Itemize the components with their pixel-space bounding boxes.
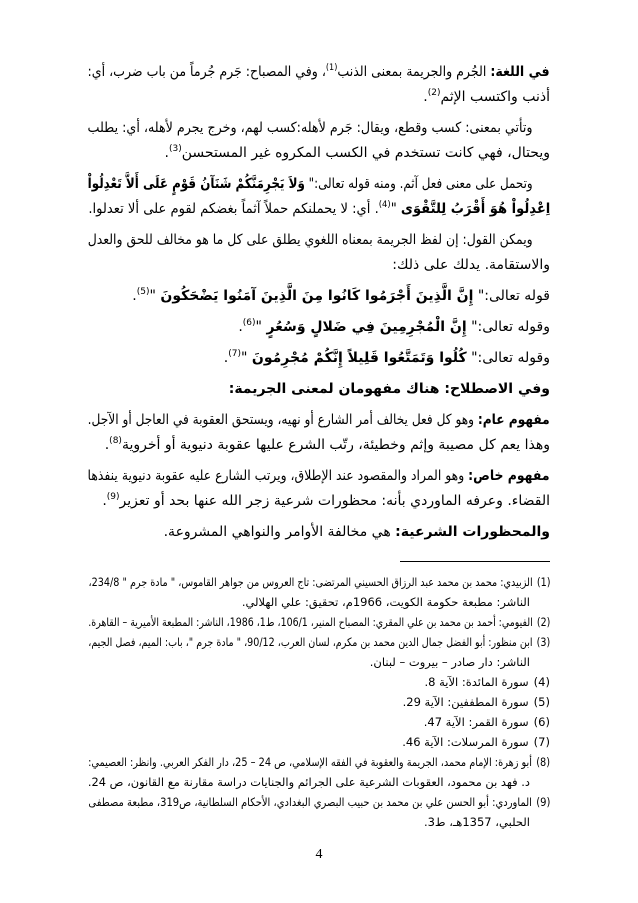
footnote-text: أبو زهرة: الإمام محمد، الجريمة والعقوبة في الفقه الإسلامي، ص 24 – 25، دار الفكر العربي. وانظر: العصيمي: xyxy=(88,755,532,769)
text-run: . أي: لا يحملنكم حملاً آثماً بغضكم لقوم على ألا تعدلوا. xyxy=(88,201,379,217)
footnote-reference: (9) xyxy=(106,492,120,502)
footnote-reference: (3) xyxy=(169,144,182,154)
footnote-text: سورة المطففين: الآية 29. xyxy=(402,695,529,709)
term-heading: وفي الاصطلاح: هناك مفهومان لمعنى الجريمة: xyxy=(228,381,550,397)
footnote-text: الناشر: دار صادر – بيروت – لبنان. xyxy=(369,655,530,669)
text-run: أذنب واكتسب الإثم xyxy=(440,89,550,105)
text-line-content xyxy=(165,141,550,166)
text-run: وقوله تعالى:" xyxy=(466,350,550,366)
text-run: . xyxy=(423,89,428,105)
footnote-line xyxy=(88,572,550,592)
text-line-content xyxy=(88,60,550,85)
text-line-content xyxy=(88,172,533,197)
footnote-reference: (6) xyxy=(242,318,256,328)
footnote-number: (6) xyxy=(533,715,550,729)
paragraph xyxy=(88,116,550,166)
text-run: " xyxy=(241,350,252,366)
text-run: . xyxy=(102,493,107,509)
footnote-text: ابن منظور: أبو الفضل جمال الدين محمد بن مكرم، لسان العرب، 90/12، " مادة جرم "، باب: الميم، فصل الجيم، xyxy=(88,635,533,649)
footnote-line-content xyxy=(403,692,550,712)
footnote-line-content xyxy=(88,772,530,792)
footnote-line xyxy=(88,792,550,812)
footnote-text: سورة المرسلات: الآية 46. xyxy=(402,735,529,749)
footnote-text: سورة المائدة: الآية 8. xyxy=(424,675,529,689)
text-line xyxy=(88,377,550,402)
footnote-number: (3) xyxy=(536,635,550,649)
footnote-line xyxy=(88,612,550,632)
footnote-text: الحلبي، 1357هـ، ط3. xyxy=(423,815,530,829)
footnote-line xyxy=(88,592,530,612)
footnote-separator xyxy=(400,561,550,562)
footnote-line xyxy=(88,672,550,692)
footnote xyxy=(88,572,550,612)
text-run: ويمكن القول: إن لفظ الجريمة بمعناه اللغوي يطلق على كل ما هو مخالف للحق والعدل xyxy=(88,232,533,248)
text-line xyxy=(88,315,550,340)
text-run: . xyxy=(104,437,110,453)
text-line xyxy=(88,197,550,222)
footnote-line-content xyxy=(88,792,550,812)
quran-verse: إِنَّ الْمُجْرِمِينَ فِي ضَلالٍ وَسُعُرٍ xyxy=(266,319,467,335)
footnote-reference: (2) xyxy=(427,88,441,98)
text-line xyxy=(88,60,550,85)
footnote-line xyxy=(88,712,550,732)
paragraph xyxy=(88,60,550,110)
text-run: والاستقامة. يدلك على ذلك: xyxy=(392,257,550,273)
text-line-content xyxy=(392,253,550,278)
text-line-content xyxy=(88,464,550,489)
term-heading: مفهوم خاص: xyxy=(468,468,550,484)
text-line-content xyxy=(105,433,550,458)
footnote-number: (8) xyxy=(536,755,550,769)
text-line xyxy=(88,433,550,458)
footnote-number: (1) xyxy=(536,575,550,589)
footnote-text: الناشر: مطبعة حكومة الكويت، 1966م، تحقيق: علي الهلالي. xyxy=(241,595,530,609)
text-run: وهذا يعم كل مصيبة وإثم وخطيئة، رتّب الشرع عليها عقوبة دنيوية أو أخروية xyxy=(121,437,550,453)
text-run: وتحمل على معنى فعل آثم. ومنه قوله تعالى:" xyxy=(305,176,533,192)
footnote-line-content xyxy=(402,732,550,752)
footnote-line xyxy=(88,692,550,712)
footnote-reference: (1) xyxy=(326,63,338,73)
footnote-reference: (5) xyxy=(136,287,150,297)
text-line-content xyxy=(238,315,550,340)
term-heading: والمحظورات الشرعية: xyxy=(395,524,550,540)
footnote-line-content xyxy=(424,812,530,832)
text-line xyxy=(88,85,550,110)
text-line xyxy=(88,284,550,309)
footnote xyxy=(88,792,550,832)
footnote-number: (7) xyxy=(533,735,550,749)
footnote-text: الفيومي: أحمد بن محمد بن علي المقري: المصباح المنير، 106/1، ط1، 1986، الناشر: المطبعة الأميرية – القاهرة. xyxy=(88,615,533,629)
footnote-line xyxy=(88,732,550,752)
text-line xyxy=(88,489,550,514)
text-line-content xyxy=(224,346,550,371)
text-run: القضاء. وعرفه الماوردي بأنه: محظورات شرعية زجر الله عنها بحد أو تعزير xyxy=(119,493,550,509)
footnote-line-content xyxy=(88,572,550,592)
footnote-number: (5) xyxy=(533,695,550,709)
paragraph xyxy=(88,408,550,458)
footnote-reference: (4) xyxy=(378,200,391,210)
text-run: " xyxy=(390,201,401,217)
footnote-line xyxy=(88,652,530,672)
text-run: ، وفي المصباح: جَرم جُرماً من باب ضرب، أي: xyxy=(88,64,327,80)
body-text xyxy=(88,60,550,551)
text-line xyxy=(88,408,550,433)
text-line-content xyxy=(102,489,550,514)
footnote-line-content xyxy=(370,652,530,672)
text-run: هي مخالفة الأوامر والنواهي المشروعة. xyxy=(163,524,396,540)
text-run: الجُرم والجريمة بمعنى الذنب xyxy=(337,64,491,80)
text-run: . xyxy=(238,319,243,335)
paragraph xyxy=(88,377,550,402)
footnote-reference: (8) xyxy=(109,436,122,446)
footnote xyxy=(88,612,550,632)
footnote-line xyxy=(88,632,550,652)
quran-verse: وَلاَ يَجْرِمَنَّكُمْ شَنَآنُ قَوْمٍ عَلَى أَلاَّ تَعْدِلُواْ xyxy=(88,176,306,192)
footnote-text: سورة القمر: الآية 47. xyxy=(423,715,529,729)
text-line-content xyxy=(423,85,550,110)
text-run: . xyxy=(223,350,229,366)
text-run: ويحتال، فهي كانت تستخدم في الكسب المكروه غير المستحسن xyxy=(181,145,550,161)
footnote-reference: (7) xyxy=(228,349,241,359)
footnote-line xyxy=(88,772,530,792)
quran-verse: إِنَّ الَّذِينَ أَجْرَمُوا كَانُوا مِنَ الَّذِينَ آمَنُوا يَضْحَكُونَ xyxy=(160,288,474,304)
quran-verse: اِعْدِلُواْ هُوَ أَقْرَبُ لِلتَّقْوَى xyxy=(400,201,550,217)
paragraph xyxy=(88,284,550,309)
footnote-line-content xyxy=(424,672,550,692)
text-line-content xyxy=(164,520,550,545)
text-run: وقوله تعالى:" xyxy=(466,319,550,335)
text-line-content xyxy=(88,228,533,253)
paragraph xyxy=(88,172,550,222)
page-number: 4 xyxy=(315,847,323,862)
footnote-line-content xyxy=(88,752,550,772)
footnote-number: (4) xyxy=(533,675,550,689)
text-line xyxy=(88,464,550,489)
footnote xyxy=(88,692,550,712)
text-line-content xyxy=(132,284,550,309)
text-line-content xyxy=(88,116,533,141)
footnote-line-content xyxy=(424,712,550,732)
text-run: . xyxy=(132,288,137,304)
text-line xyxy=(88,141,550,166)
text-run: قوله تعالى:" xyxy=(473,288,550,304)
footnote-line xyxy=(88,752,550,772)
footnote-text: الزبيدي: محمد بن محمد عبد الرزاق الحسيني المرتضى: تاج العروس من جواهر القاموس، " مادة جرم " 234/8، xyxy=(88,575,533,589)
footnote xyxy=(88,672,550,692)
term-heading: مفهوم عام: xyxy=(478,412,550,428)
footnote-line-content xyxy=(88,612,550,632)
text-run: . xyxy=(164,145,169,161)
paragraph xyxy=(88,228,550,278)
footnote xyxy=(88,732,550,752)
quran-verse: كُلُوا وَتَمَتَّعُوا قَلِيلاً إِنَّكُمْ مُجْرِمُونَ xyxy=(251,350,467,366)
text-line-content xyxy=(88,197,550,222)
footnote-number: (2) xyxy=(536,615,550,629)
footnote-line xyxy=(88,812,530,832)
text-line-content xyxy=(229,377,550,402)
footnote-line-content xyxy=(88,632,550,652)
text-run: وتأتي بمعنى: كسب وقطع، ويقال: جَرم لأهله:كسب لهم، وخرج يجرم لأهله، أي: يطلب xyxy=(88,120,533,136)
text-run: وهو كل فعل يخالف أمر الشارع أو نهيه، ويستحق العقوبة في العاجل أو الآجل. xyxy=(88,412,479,428)
term-heading: في اللغة: xyxy=(490,64,550,80)
footnote xyxy=(88,632,550,672)
footnote xyxy=(88,752,550,792)
text-run: " xyxy=(149,288,161,304)
footnote xyxy=(88,712,550,732)
text-line xyxy=(88,253,550,278)
text-run: وهو المراد والمقصود عند الإطلاق، ويرتب الشارع عليه عقوبة دنيوية ينفذها xyxy=(88,468,469,484)
footnote-line-content xyxy=(242,592,530,612)
paragraph xyxy=(88,346,550,371)
paragraph xyxy=(88,315,550,340)
footnotes xyxy=(88,572,550,832)
text-line-content xyxy=(88,408,550,433)
footnote-number: (9) xyxy=(535,795,550,809)
text-line xyxy=(88,116,533,141)
text-line xyxy=(88,172,533,197)
paragraph xyxy=(88,464,550,514)
text-run: " xyxy=(255,319,267,335)
paragraph xyxy=(88,520,550,545)
footnote-text: الماوردي: أبو الحسن علي بن محمد بن حبيب البصري البغدادي، الأحكام السلطانية، ص319، مطبعة مصطفى xyxy=(88,795,532,809)
text-line xyxy=(88,228,533,253)
text-line xyxy=(88,346,550,371)
text-line xyxy=(88,520,550,545)
footnote-text: د. فهد بن محمود، العقوبات الشرعية على الجرائم والجنايات دراسة مقارنة مع القانون، ص 24. xyxy=(88,775,530,789)
